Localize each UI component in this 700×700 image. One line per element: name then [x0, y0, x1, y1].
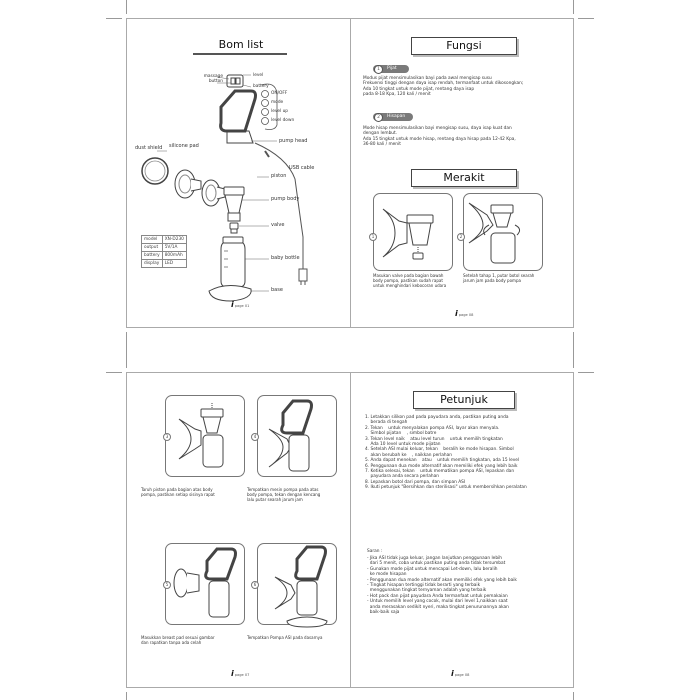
list-item: 6. Penggunaan dua mode alternatif akan memiliki efek yang lebih baik [365, 463, 518, 469]
list-item: 9. Ikuti petunjuk "Bersihkan dan sterilisasi" untuk membersihkan peralatan [365, 485, 527, 491]
pump-body-illustration [224, 187, 244, 221]
page-number: ipage 08 [455, 309, 474, 318]
label-battery: battery [253, 84, 269, 89]
page-number: ipage 08 [451, 669, 470, 678]
label-base: base [271, 287, 283, 293]
spec-row: display LED [142, 260, 187, 268]
pump-head-illustration [221, 75, 256, 143]
list-item: - Jika ASI tidak juga keluar, jangan lanjutkan penggunaan lebih dari 5 menit, coba untuk pastikan puting anda tidak tersumbat [367, 556, 506, 567]
step-number: 3 [163, 433, 171, 441]
label-pump-body: pump body [271, 196, 300, 202]
label-valve: valve [271, 222, 285, 228]
crop-mark [573, 0, 574, 14]
step-number: 6 [251, 581, 259, 589]
label-usb-cable: USB cable [289, 165, 315, 171]
list-item: 5. Anda dapat menekan atau untuk memilih tingkatan, ada 15 level [365, 458, 520, 464]
piston-illustration [202, 180, 225, 206]
page-title: Bom list [195, 37, 287, 53]
spec-row: output 5V/1A [142, 244, 187, 252]
list-item: - Hot pack dan pijat payudara Anda termanfaat untuk pemakaian [367, 593, 508, 599]
bom-diagram [127, 19, 350, 328]
label-dust-shield: dust shield [135, 145, 163, 151]
crop-mark [578, 18, 594, 19]
spec-row: model XN-D230 [142, 236, 187, 244]
bottle-rotate-illustration [469, 203, 520, 263]
instruction-list [365, 415, 569, 491]
label-piston: piston [271, 173, 287, 179]
label-level-up: level up [271, 109, 289, 114]
crop-mark [573, 332, 574, 368]
step-number: 1 [369, 233, 377, 241]
step-6-caption: Tempatkan Pompa ASI pada dasarnya [247, 635, 323, 640]
list-item: 1. Letakkan silikon pad pada payudara anda, pastikan puting anda berada di tengah [365, 415, 509, 426]
step-1-caption: Masukan valve pada bagian bawah body pompa, pastikan sudah rapat untuk menghindari kebocoran udara [373, 273, 447, 288]
list-item: - Tingkat hisapan tertinggi tidak berarti yang terbaik menggunakan tingkat ternyaman adalah yang terbaik [367, 583, 487, 594]
list-item: - Gunakan mode pijat untuk mencapai Let-down, lalu beralih ke mode hisapan [367, 566, 498, 578]
baby-bottle-illustration [221, 237, 245, 287]
label-level: level [253, 73, 264, 78]
page-number: ipage 07 [231, 669, 250, 678]
label-mode: mode [271, 100, 284, 105]
label-baby-bottle: baby bottle [271, 255, 300, 261]
pump-body-valve-illustration [383, 209, 433, 259]
list-item: 2. Tekan untuk menyalakan pompa ASI, layar akan menyala. Simbol pijatan , simbol batre [365, 425, 500, 437]
step-number: 5 [163, 581, 171, 589]
step-number: 4 [251, 433, 259, 441]
label-massage-button: massage button [203, 74, 223, 85]
crop-mark [126, 692, 127, 700]
crop-mark [106, 18, 122, 19]
step-2-caption: Setelah tahap 1, putar botol searah jarum jam pada body pompa [463, 273, 535, 283]
list-item: - Untuk memilih level yang cocok, mulai dari level 1,naikkan saat anda merasakan sedikit nyeri, maka tingkat penurunannya akan baik-baik saja [367, 599, 509, 616]
section-title-fungsi: Fungsi [411, 37, 517, 55]
piston-on-body-illustration [179, 403, 223, 467]
list-item: 7. Ketika selesai, tekan untuk mematikan pompa ASI, lepaskan dan payudara anda secara perlahan [365, 469, 515, 480]
page-bom-list [126, 18, 350, 328]
label-level-down: level down [271, 118, 295, 123]
dust-shield-illustration [142, 158, 168, 184]
crop-mark [106, 372, 122, 373]
pump-head-on-body-illustration [269, 401, 312, 471]
step-number: 2 [457, 233, 465, 241]
page-petunjuk [350, 372, 574, 688]
mode-number: 2 [374, 113, 383, 122]
pijat-description: Modus pijat mensimulasikan bayi pada awal mengisap susu Frekuensi tinggi dengan daya isap rendah, termanfaat untuk dikosongkan; Ada 10 tingkat untuk mode pijat, rentang daya isap pada 8-18 Kpa, 120 kali / menit [363, 76, 524, 98]
base-illustration [209, 285, 251, 301]
mode-badge-pijat: 1 Pijat [373, 65, 409, 73]
label-pump-head: pump head [279, 138, 308, 144]
list-item: 8. Lepaskan botol dari pompa, dan simpan ASI [365, 479, 466, 485]
crop-mark [126, 332, 127, 368]
silicone-pad-illustration [175, 170, 201, 198]
crop-mark [126, 0, 127, 14]
page-number: ipage 01 [231, 300, 250, 309]
spec-table [141, 235, 187, 268]
pump-on-base-illustration [275, 547, 327, 627]
step-5-caption: Masukkan breast pad sesuai gambar dan rapatkan tanpa ada celah [141, 635, 215, 645]
spec-row: battery 800mAh [142, 252, 187, 260]
page-assembly-steps [126, 372, 350, 688]
step-3-caption: Taruh piston pada bagian atas body pompa, pastikan setiap sisinya rapat [141, 487, 215, 497]
label-silicone-pad: silicone pad [169, 143, 199, 149]
mode-badge-hisapan: 2 Hisapan [373, 113, 413, 121]
list-item: 4. Setelah ASI mulai keluar, tekan beralih ke mode hisapan. Simbol akan berubah ke , naikkan perlahan [365, 447, 514, 458]
label-on-off: ON/OFF [271, 91, 288, 96]
crop-mark [573, 692, 574, 700]
list-item: - Penggunaan dua mode alternatif akan memiliki efek yang lebih baik [367, 577, 517, 583]
step-4-caption: Tempatkan mesin pompa pada atas body pompa, tekan dengan kencang lalu putar searah jarum jam [247, 487, 321, 502]
saran-title: Saran : [367, 549, 383, 554]
page-fungsi-merakit [350, 18, 574, 328]
section-title-merakit: Merakit [411, 169, 517, 187]
hisapan-description: Mode hisap mensimulasikan bayi mengisap susu, daya isap kuat dan dengan lembut. Ada 15 tingkat untuk mode hisap, rentang daya hisap pada 12-42 Kpa, 36-80 kali / menit [363, 126, 516, 148]
section-title-petunjuk: Petunjuk [413, 391, 515, 409]
list-item: 3. Tekan level naik atau level turun untuk memilih tingkatan Ada 10 level untuk mode pijatan [365, 436, 503, 448]
mode-number: 1 [374, 65, 383, 74]
saran-list [367, 556, 571, 615]
crop-mark [578, 372, 594, 373]
valve-illustration [230, 223, 238, 233]
breast-pad-illustration [174, 549, 236, 617]
